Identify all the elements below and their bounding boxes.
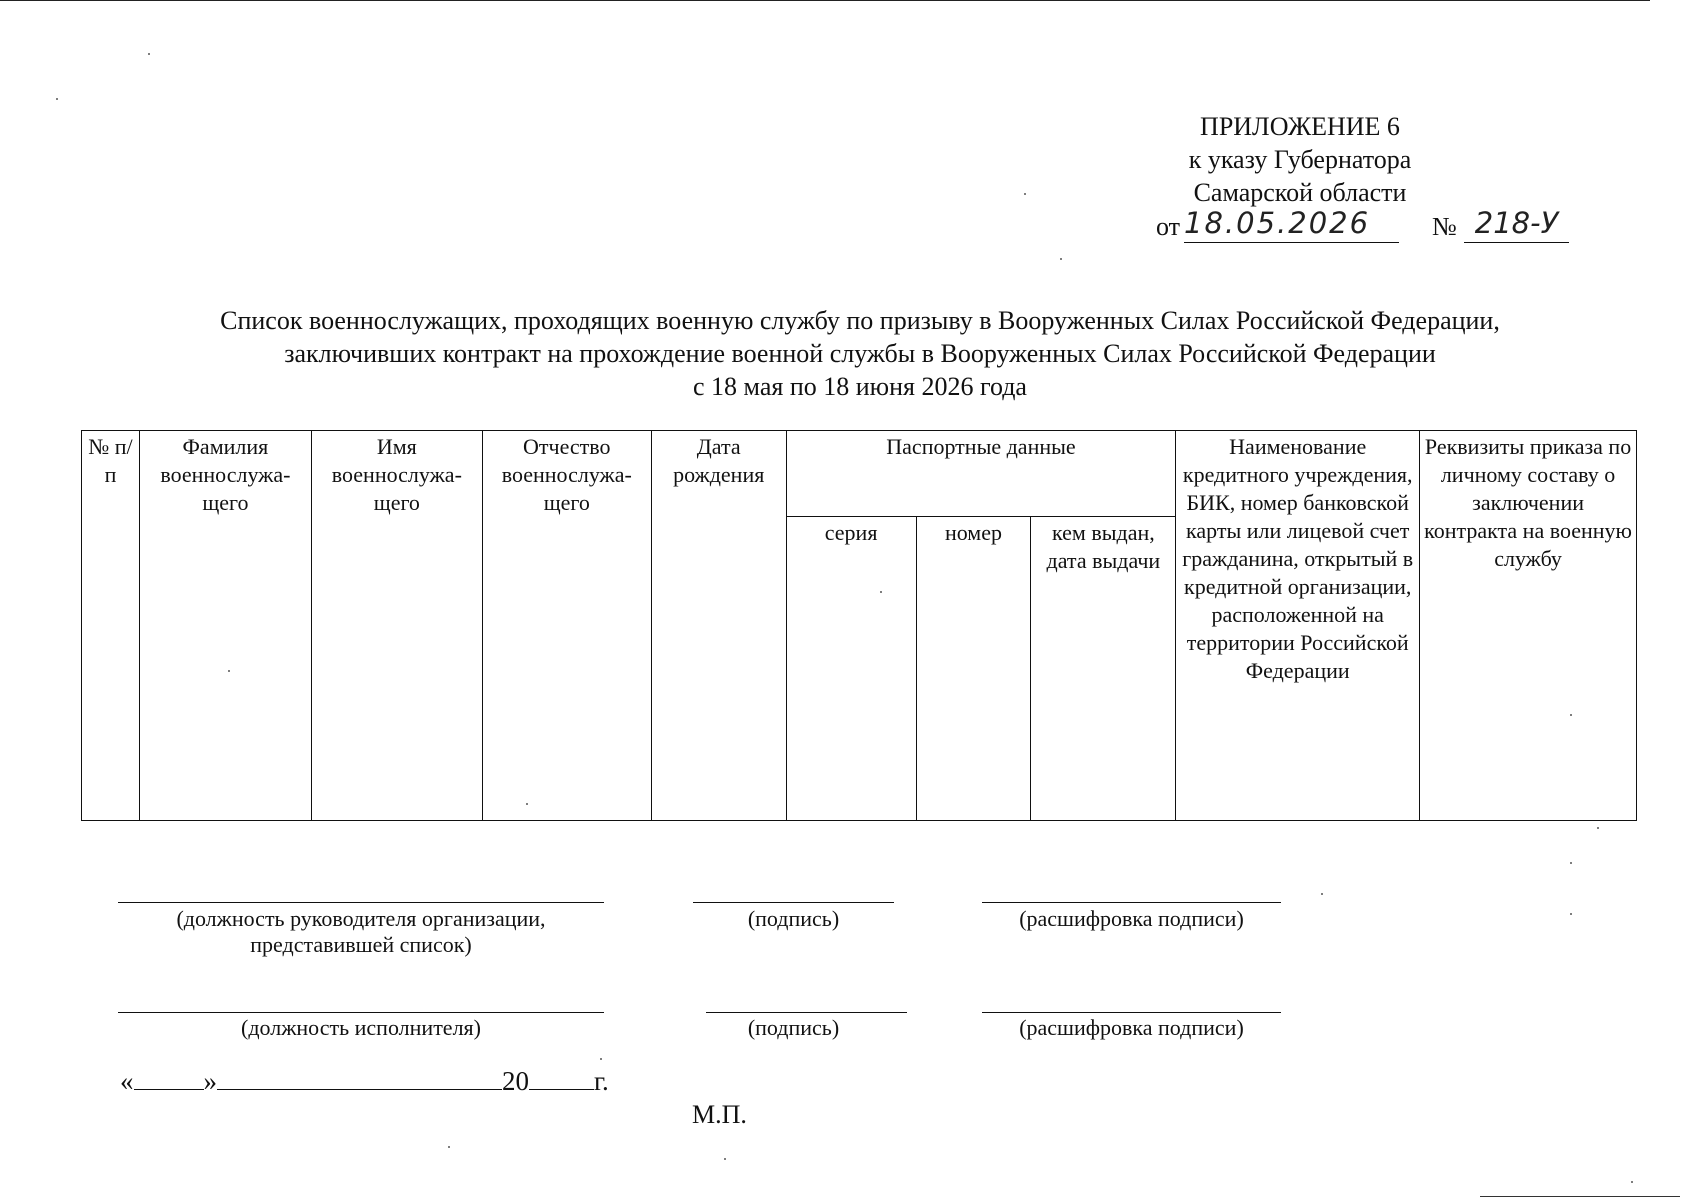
- header-passport-series: серия: [786, 517, 916, 821]
- signature-caption-1: (подпись): [747, 906, 840, 931]
- scan-speck: [1060, 258, 1062, 260]
- scan-speck: [1570, 913, 1572, 915]
- day-blank: [134, 1065, 204, 1090]
- title-line-1: Список военнослужащих, проходящих военную службу по призыву в Вооруженных Силах Российской Федерации,: [220, 306, 1500, 335]
- scan-speck: [1024, 193, 1026, 195]
- scan-speck: [526, 803, 528, 805]
- appendix-decree: к указу Губернатора: [1188, 145, 1412, 174]
- header-passport: Паспортные данные: [786, 431, 1176, 517]
- header-order: Реквизиты приказа по личному составу о заключении контракта на военную службу: [1420, 431, 1637, 821]
- signature-line-2: [706, 1012, 907, 1013]
- scan-speck: [880, 591, 882, 593]
- scan-speck: [56, 98, 58, 100]
- number-sign: №: [1432, 212, 1457, 241]
- top-border-line: [0, 0, 1650, 1]
- header-birth-date: Дата рождения: [651, 431, 786, 821]
- head-position-caption: (должность руководителя организации, представившей список): [176, 906, 546, 957]
- scan-speck: [228, 670, 230, 672]
- head-position-line: [118, 902, 604, 903]
- bottom-border-line: [1480, 1196, 1680, 1197]
- appendix-block: [1100, 110, 1500, 209]
- appendix-region: Самарской области: [1193, 178, 1407, 207]
- year-suffix: г.: [594, 1066, 609, 1096]
- decoding-line-1: [982, 902, 1281, 903]
- executor-position-line: [118, 1012, 604, 1013]
- scan-speck: [600, 1058, 602, 1060]
- scan-speck: [724, 1158, 726, 1160]
- open-quote: «: [120, 1066, 134, 1096]
- header-name: Имя военнослужа-щего: [311, 431, 482, 821]
- title-line-2: заключивших контракт на прохождение военной службы в Вооруженных Силах Российской Федерации: [284, 339, 1436, 368]
- handwritten-date: 18.05.2026: [1184, 206, 1399, 243]
- title-line-3: с 18 мая по 18 июня 2026 года: [693, 372, 1027, 401]
- document-title: [90, 304, 1630, 403]
- handwritten-number: 218-У: [1464, 206, 1569, 243]
- scan-speck: [1631, 1181, 1633, 1183]
- header-num: № п/п: [82, 431, 140, 821]
- header-patronymic: Отчество военнослужа-щего: [482, 431, 651, 821]
- stamp-place: М.П.: [692, 1100, 747, 1129]
- date-fill-line: [120, 1065, 609, 1097]
- decoding-caption-1: (расшифровка подписи): [1019, 906, 1244, 931]
- servicemen-table: [81, 430, 1637, 821]
- signature-caption-2: (подпись): [747, 1015, 840, 1040]
- scan-speck: [1597, 827, 1599, 829]
- month-blank: [217, 1065, 502, 1090]
- header-surname: Фамилия военнослужа-щего: [139, 431, 311, 821]
- executor-position-caption: (должность исполнителя): [241, 1015, 481, 1040]
- scan-speck: [148, 53, 150, 55]
- signature-line-1: [693, 902, 894, 903]
- decoding-caption-2: (расшифровка подписи): [1019, 1015, 1244, 1040]
- date-prefix: от: [1156, 212, 1181, 241]
- close-quote: »: [203, 1066, 217, 1096]
- header-bank: Наименование кредитного учреждения, БИК, номер банковской карты или лицевой счет гражданина, открытый в кредитной организации, расположенной на территории Российской Федерации: [1176, 431, 1420, 821]
- scan-speck: [448, 1146, 450, 1148]
- scan-speck: [1570, 862, 1572, 864]
- decoding-line-2: [982, 1012, 1281, 1013]
- year-prefix: 20: [502, 1066, 529, 1096]
- scan-speck: [1570, 714, 1572, 716]
- appendix-title: ПРИЛОЖЕНИЕ 6: [1200, 112, 1400, 141]
- header-passport-number: номер: [916, 517, 1031, 821]
- scan-speck: [1321, 893, 1323, 895]
- header-passport-issued: кем выдан, дата выдачи: [1031, 517, 1176, 821]
- year-blank: [529, 1065, 594, 1090]
